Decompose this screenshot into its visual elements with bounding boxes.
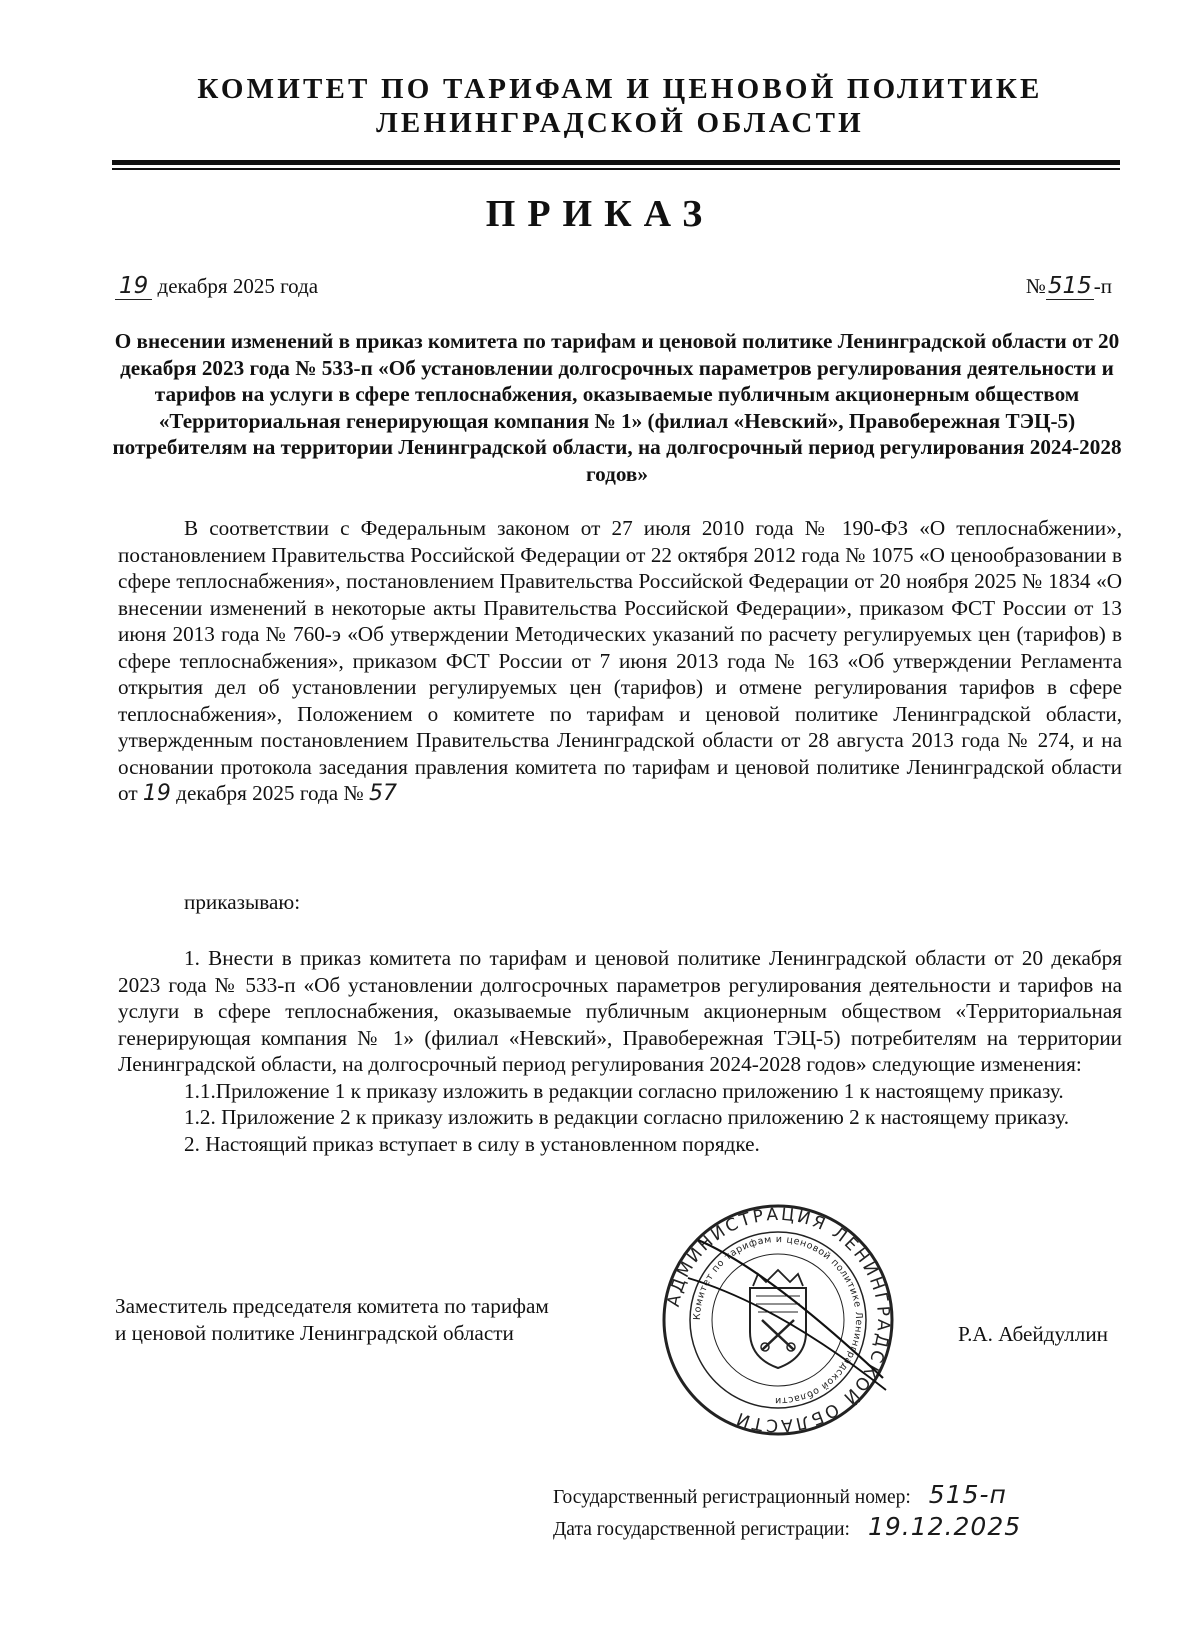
handwritten-number: 515: [1047, 273, 1092, 299]
handwritten-protocol-number: 57: [368, 781, 397, 806]
org-line-2: ЛЕНИНГРАДСКОЙ ОБЛАСТИ: [376, 107, 864, 139]
order-items: [118, 945, 1122, 1157]
order-item: 1.2. Приложение 2 к приказу изложить в редакции согласно приложению 2 к настоящему приказу.: [184, 1105, 1069, 1129]
official-seal-icon: [658, 1200, 898, 1440]
organization-header: [100, 72, 1140, 140]
header-rule-thick: [112, 160, 1120, 165]
document-title: О внесении изменений в приказ комитета по тарифам и ценовой политике Ленинградской области от 20 декабря 2023 года № 533-п «Об установлении долгосрочных параметров регулирования деятельности и тарифов на услуги в сфере теплоснабжения, оказываемые публичным акционерным обществом «Территориальная генерирующая компания № 1» (филиал «Невский», Правобережная ТЭЦ-5) потребителям на территории Ленинградской области, на долгосрочный период регулирования 2024-2028 годов»: [112, 329, 1122, 486]
handwritten-protocol-day: 19: [142, 781, 171, 806]
document-date: [115, 273, 318, 299]
handwritten-registration-date: 19.12.2025: [867, 1512, 1022, 1541]
order-item: 2. Настоящий приказ вступает в силу в установленном порядке.: [184, 1131, 760, 1156]
order-item: 1. Внести в приказ комитета по тарифам и ценовой политике Ленинградской области от 20 декабря 2023 года № 533-п «Об установлении долгосрочных параметров регулирования деятельности и тарифов на услуги в сфере теплоснабжения, оказываемые публичным акционерным обществом «Территориальная генерирующая компания № 1» (филиал «Невский», Правобережная ТЭЦ-5) потребителям на территории Ленинградской области, на долгосрочный период регулирования 2024-2028 годов» следующие изменения:: [118, 946, 1122, 1076]
preamble-text: В соответствии с Федеральным законом от 27 июля 2010 года № 190-ФЗ «О теплоснабжении», постановлением Правительства Российской Федерации от 22 октября 2012 года № 1075 «О ценообразовании в сфере теплоснабжения», постановлением Правительства Российской Федерации от 20 ноября 2025 № 1834 «О внесении изменений в некоторые акты Правительства Российской Федерации», приказом ФСТ России от 13 июня 2013 года № 760-э «Об утверждении Методических указаний по расчету регулируемых цен (тарифов) в сфере теплоснабжения», приказом ФСТ России от 7 июня 2013 года № 163 «Об утверждении Регламента открытия дел об установлении регулируемых цен (тарифов) и отмене регулирования тарифов в сфере теплоснабжения», Положением о комитете по тарифам и ценовой политике Ленинградской области, утвержденным постановлением Правительства Ленинградской области от 28 августа 2013 года № 274, и на основании протокола заседания правления комитета по тарифам и ценовой политике Ленинградской области от: [118, 516, 1122, 805]
signer-title-line-1: Заместитель председателя комитета по тарифам: [115, 1294, 549, 1318]
document-number: [1026, 273, 1112, 299]
protocol-date-rest: декабря 2025 года №: [176, 781, 364, 805]
order-item: 1.1.Приложение 1 к приказу изложить в редакции согласно приложению 1 к настоящему приказу.: [184, 1078, 1064, 1103]
order-word: приказываю:: [184, 890, 301, 914]
svg-text:Комитет по тарифам и ценовой п: Комитет по тарифам и ценовой политике Ленинградской области: [691, 1233, 865, 1407]
number-prefix: №: [1025, 274, 1046, 298]
svg-text:АДМИНИСТРАЦИЯ ЛЕНИНГРАДСКОЙ ОБ: АДМИНИСТРАЦИЯ ЛЕНИНГРАДСКОЙ ОБЛАСТИ: [663, 1204, 894, 1436]
date-rest: декабря 2025 года: [157, 274, 319, 298]
preamble: [118, 515, 1122, 808]
registration-block: [553, 1480, 1021, 1544]
org-line-1: КОМИТЕТ ПО ТАРИФАМ И ЦЕНОВОЙ ПОЛИТИКЕ: [197, 73, 1043, 105]
document-type: ПРИКАЗ: [485, 193, 715, 235]
signer-title-line-2: и ценовой политике Ленинградской области: [115, 1321, 514, 1345]
handwritten-day: 19: [115, 273, 152, 300]
registration-date-label: Дата государственной регистрации:: [553, 1519, 850, 1540]
number-suffix: -п: [1093, 274, 1112, 298]
registration-number-label: Государственный регистрационный номер:: [553, 1487, 911, 1508]
signer-title: [115, 1293, 549, 1347]
signer-name: Р.А. Абейдуллин: [957, 1322, 1108, 1346]
header-rule-thin: [112, 168, 1120, 170]
handwritten-registration-number: 515-п: [928, 1480, 1007, 1509]
